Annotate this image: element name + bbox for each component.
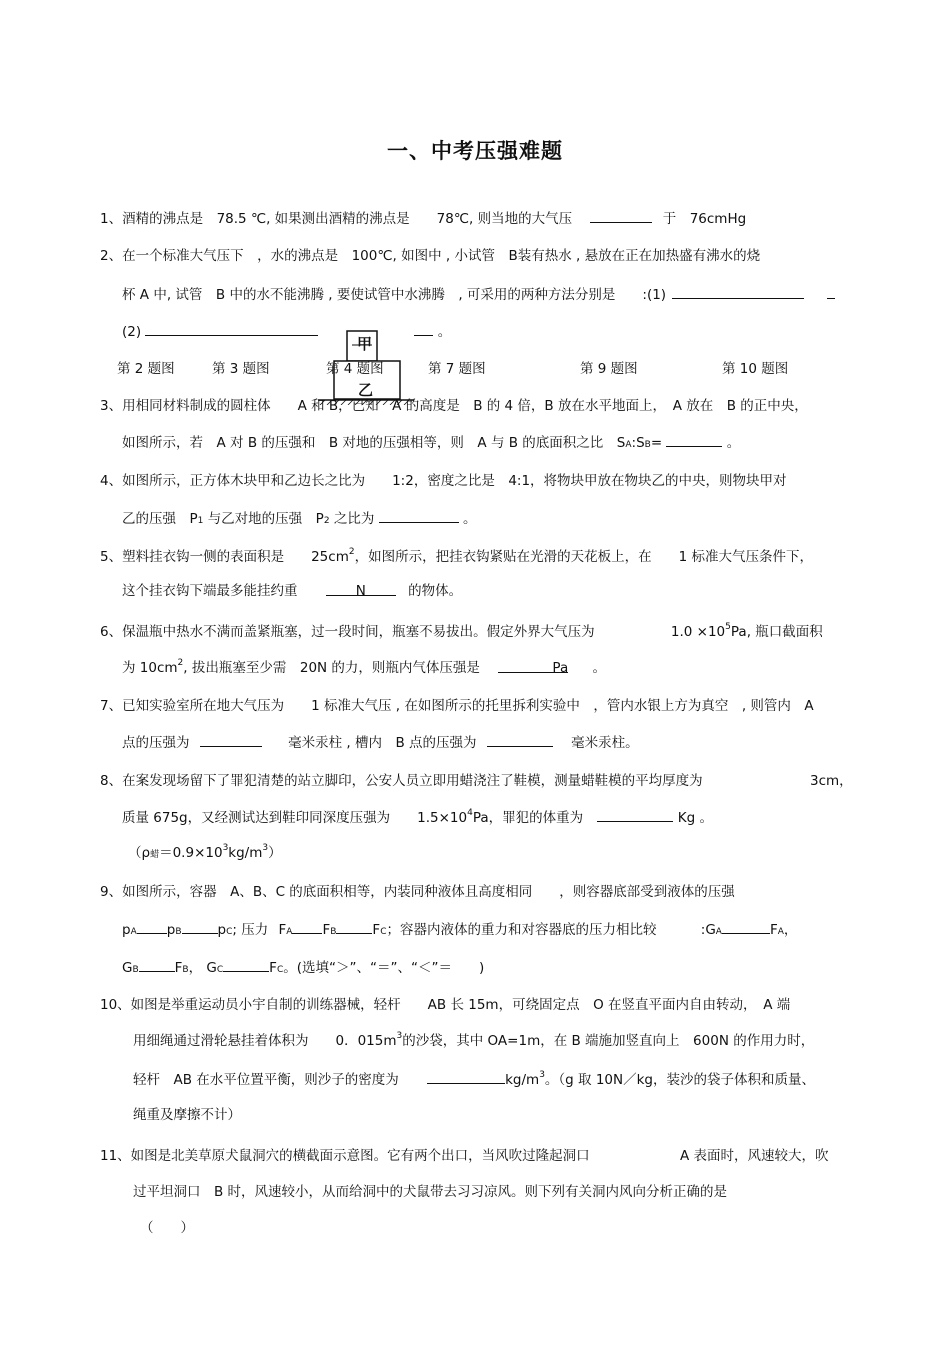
question-9-hint: 。(选填“＞”、“＝”、“＜”＝ )	[283, 960, 485, 976]
question-4-line-1: 4、如图所示，正方体木块甲和乙边长之比为 1:2，密度之比是 4:1，将物块甲放在物块乙的中央，则物块甲对	[100, 473, 787, 489]
equals-sign: =	[650, 435, 663, 451]
subscript: B	[644, 440, 651, 450]
question-8-text: ）	[268, 845, 282, 861]
question-11-line-2: 过平坦洞口 B 时，风速较小，从而给洞中的犬鼠带去习习凉风。则下列有关洞内风向分析正确的是	[133, 1184, 728, 1200]
question-4-text: 与乙对地的压强 P	[207, 511, 324, 527]
answer-blank	[379, 508, 459, 523]
answer-blank	[336, 919, 372, 934]
weight-symbol: G	[122, 960, 133, 976]
question-3-line-2	[122, 432, 740, 455]
question-10-text: 。（g 取 10N／kg，装沙的袋子体积和质量、	[544, 1072, 815, 1088]
question-7-text: 毫米汞柱。	[571, 735, 639, 751]
block-yi-label: 乙	[358, 381, 374, 399]
subscript: C	[276, 965, 284, 975]
density-unit: kg/m	[505, 1072, 540, 1088]
question-9-line-2	[122, 919, 797, 942]
question-10-text: 的沙袋，其中 OA=1m，在 B 端施加竖直向上 600N 的作用力时，	[402, 1033, 815, 1049]
answer-blank	[666, 432, 722, 447]
question-8-line-3	[128, 843, 282, 865]
force-symbol: F	[174, 960, 183, 976]
comma: ，	[188, 960, 203, 976]
force-symbol: F	[372, 922, 381, 938]
question-9-line-1: 9、如图所示，容器 A、B、C 的底面积相等，内装同种液体且高度相同 ，则容器底部受到液体的压强	[100, 884, 735, 900]
answer-blank	[182, 919, 218, 934]
subscript: C	[380, 927, 387, 937]
question-4-line-2	[122, 508, 476, 531]
pressure-symbol: p	[122, 922, 131, 938]
force-symbol: F	[278, 922, 287, 938]
subscript: B	[330, 927, 337, 937]
question-6-line-2	[122, 658, 606, 680]
pressure-symbol: p	[217, 922, 227, 938]
subscript: A	[715, 927, 722, 937]
question-8-text: 质量 675g，又经测试达到鞋印同深度压强为 1.5×10	[122, 810, 468, 826]
subscript: A	[777, 927, 784, 937]
question-4-end: 。	[462, 511, 477, 527]
subscript: B	[132, 965, 139, 975]
question-8-line-2	[122, 807, 713, 830]
superscript: 2	[177, 658, 184, 668]
page-title: 一、中考压强难题	[387, 139, 563, 163]
density-unit: kg/m	[228, 845, 263, 861]
question-4-text: 乙的压强 P	[122, 511, 198, 527]
figure-label: 第 3 题图	[212, 361, 270, 377]
force-symbol: F	[269, 960, 277, 976]
subscript: 1	[197, 516, 204, 526]
question-7-text: 毫米汞柱 , 槽内 B 点的压强为	[288, 735, 477, 751]
question-5-text: 这个挂衣钩下端最多能挂约重	[122, 583, 298, 599]
answer-blank	[200, 732, 262, 747]
answer-blank	[672, 284, 804, 299]
unit-label: Pa	[552, 660, 569, 676]
pressure-value: 1.0 ×10	[670, 624, 726, 640]
question-6-text: 为 10cm	[122, 660, 178, 676]
weight-symbol: G	[206, 960, 217, 976]
answer-blank	[326, 581, 396, 599]
answer-blank	[487, 732, 553, 747]
question-6-text: 6、保温瓶中热水不满而盖紧瓶塞，过一段时间，瓶塞不易拔出。假定外界大气压为	[100, 624, 595, 640]
answer-blank	[427, 1069, 505, 1084]
question-6-text: Pa, 瓶口截面积	[730, 624, 823, 640]
question-9-line-3	[122, 957, 484, 980]
answer-blank	[139, 957, 175, 972]
question-4-text: 之比为	[333, 511, 375, 527]
superscript: 5	[725, 622, 731, 632]
question-10-line-2	[133, 1031, 814, 1053]
question-1	[100, 208, 746, 229]
answer-blank	[498, 658, 569, 676]
question-2-text: 杯 A 中, 试管 B 中的水不能沸腾 , 要使试管中水沸腾 , 可采用的两种方法分别是 :(1)	[122, 287, 667, 303]
unit-label: N	[355, 583, 366, 599]
subscript: B	[175, 927, 182, 937]
answer-blank	[597, 807, 673, 822]
figure-label: 第 7 题图	[428, 361, 486, 377]
question-7-text: 点的压强为	[122, 735, 190, 751]
block-jia-label: 甲	[357, 335, 373, 353]
question-3-end: 。	[726, 435, 741, 451]
density-value: ＝0.9×10	[159, 845, 223, 861]
answer-blank	[292, 919, 322, 934]
question-11-line-1-end: A 表面时，风速较大，吹	[680, 1148, 829, 1164]
superscript: 3	[222, 843, 229, 853]
figure-label: 第 9 题图	[580, 361, 638, 377]
question-5-text: 的物体。	[408, 583, 463, 599]
question-10-text: 用细绳通过滑轮悬挂着体积为 0．015m	[133, 1033, 397, 1049]
question-8-line-1	[100, 771, 703, 791]
answer-blank	[223, 957, 269, 972]
subscript: C	[226, 927, 233, 937]
question-6-text: , 拔出瓶塞至少需 20N 的力，则瓶内气体压强是	[183, 660, 480, 676]
subscript: C	[216, 965, 224, 975]
question-8-text: Pa，罪犯的体重为	[472, 810, 584, 826]
question-9-text: ；容器内液体的重力和对容器底的压力相比较	[386, 922, 657, 938]
question-3-text: 如图所示，若 A 对 B 的压强和 B 对地的压强相等，则 A 与 B 的底面积之比 S	[122, 435, 626, 451]
subscript: 2	[323, 516, 330, 526]
subscript: B	[182, 965, 189, 975]
ratio-sign: :S	[631, 435, 645, 451]
question-1-tail: 于 76cmHg	[662, 211, 747, 227]
question-2-end: 。	[437, 324, 452, 340]
question-7-line-1: 7、已知实验室所在地大气压为 1 标准大气压 , 在如图所示的托里拆利实验中 ，管内水银上方为真空 , 则管内 A	[100, 698, 814, 714]
question-10-line-1: 10、如图是举重运动员小宇自制的训练器械，轻杆 AB 长 15m，可绕固定点 O 在竖直平面内自由转动， A 端	[100, 997, 791, 1013]
question-5-text: 5、塑料挂衣钩一侧的表面积是 25cm	[100, 549, 349, 565]
answer-blank	[137, 919, 167, 934]
pressure-symbol: p	[166, 922, 176, 938]
question-6-line-1	[100, 622, 823, 644]
question-10-line-4: 绳重及摩擦不计）	[133, 1107, 241, 1123]
figure-labels-row	[0, 357, 950, 377]
weight-symbol: :G	[700, 922, 716, 938]
figure-label: 第 10 题图	[722, 361, 789, 377]
answer-blank	[590, 208, 652, 223]
question-8-text: 8、在案发现场留下了罪犯清楚的站立脚印，公安人员立即用蜡浇注了鞋模，测量蜡鞋模的平均厚度为	[100, 773, 703, 789]
question-7-line-2	[122, 732, 639, 753]
subscript: 蜡	[150, 850, 160, 860]
question-11-line-1	[100, 1146, 590, 1166]
question-11-text: 11、如图是北美草原犬鼠洞穴的横截面示意图。它有两个出口，当风吹过隆起洞口	[100, 1148, 590, 1164]
question-5-line-2	[122, 581, 462, 601]
question-1-text: 1、酒精的沸点是 78.5 ℃, 如果测出酒精的沸点是 78℃, 则当地的大气压	[100, 211, 573, 227]
question-2-line-1: 2、在一个标准大气压下 ，水的沸点是 100℃, 如图中 , 小试管 B装有热水 , 悬放在正在加热盛有沸水的烧	[100, 248, 761, 264]
question-2-part-2: (2)	[122, 324, 142, 340]
question-6-end: 。	[592, 660, 607, 676]
superscript: 3	[396, 1031, 403, 1041]
force-symbol: F	[769, 922, 778, 938]
question-5-text: ，如图所示，把挂衣钩紧贴在光滑的天花板上，在 1 标准大气压条件下，	[354, 549, 813, 565]
superscript: 3	[539, 1070, 545, 1080]
comma: ，	[783, 922, 798, 938]
force-symbol: F	[322, 922, 331, 938]
superscript: 3	[262, 843, 269, 853]
question-10-text: 轻杆 AB 在水平位置平衡，则沙子的密度为	[133, 1072, 399, 1088]
figure-label: 第 2 题图	[117, 361, 175, 377]
question-10-line-3	[133, 1069, 815, 1092]
subscript: A	[286, 927, 293, 937]
question-9-text: ; 压力	[232, 922, 269, 938]
superscript: 2	[348, 547, 355, 557]
question-5-line-1	[100, 547, 813, 569]
answer-blank	[827, 284, 835, 299]
subscript: A	[130, 927, 137, 937]
superscript: 4	[467, 808, 473, 818]
question-2-line-2	[122, 284, 835, 305]
answer-choice-brackets: （ ）	[140, 1220, 194, 1236]
figure-label: 第 4 题图	[326, 361, 384, 377]
question-8-text: Kg 。	[677, 810, 713, 826]
density-symbol: （ρ	[128, 845, 151, 861]
question-3-line-1: 3、用相同材料制成的圆柱体 A 和 B，已知 A 的高度是 B 的 4 倍，B 放在水平地面上， A 放在 B 的正中央，	[100, 398, 808, 414]
answer-blank	[722, 919, 770, 934]
question-8-line-1-end: 3cm，	[810, 773, 853, 789]
subscript: A	[625, 440, 632, 450]
